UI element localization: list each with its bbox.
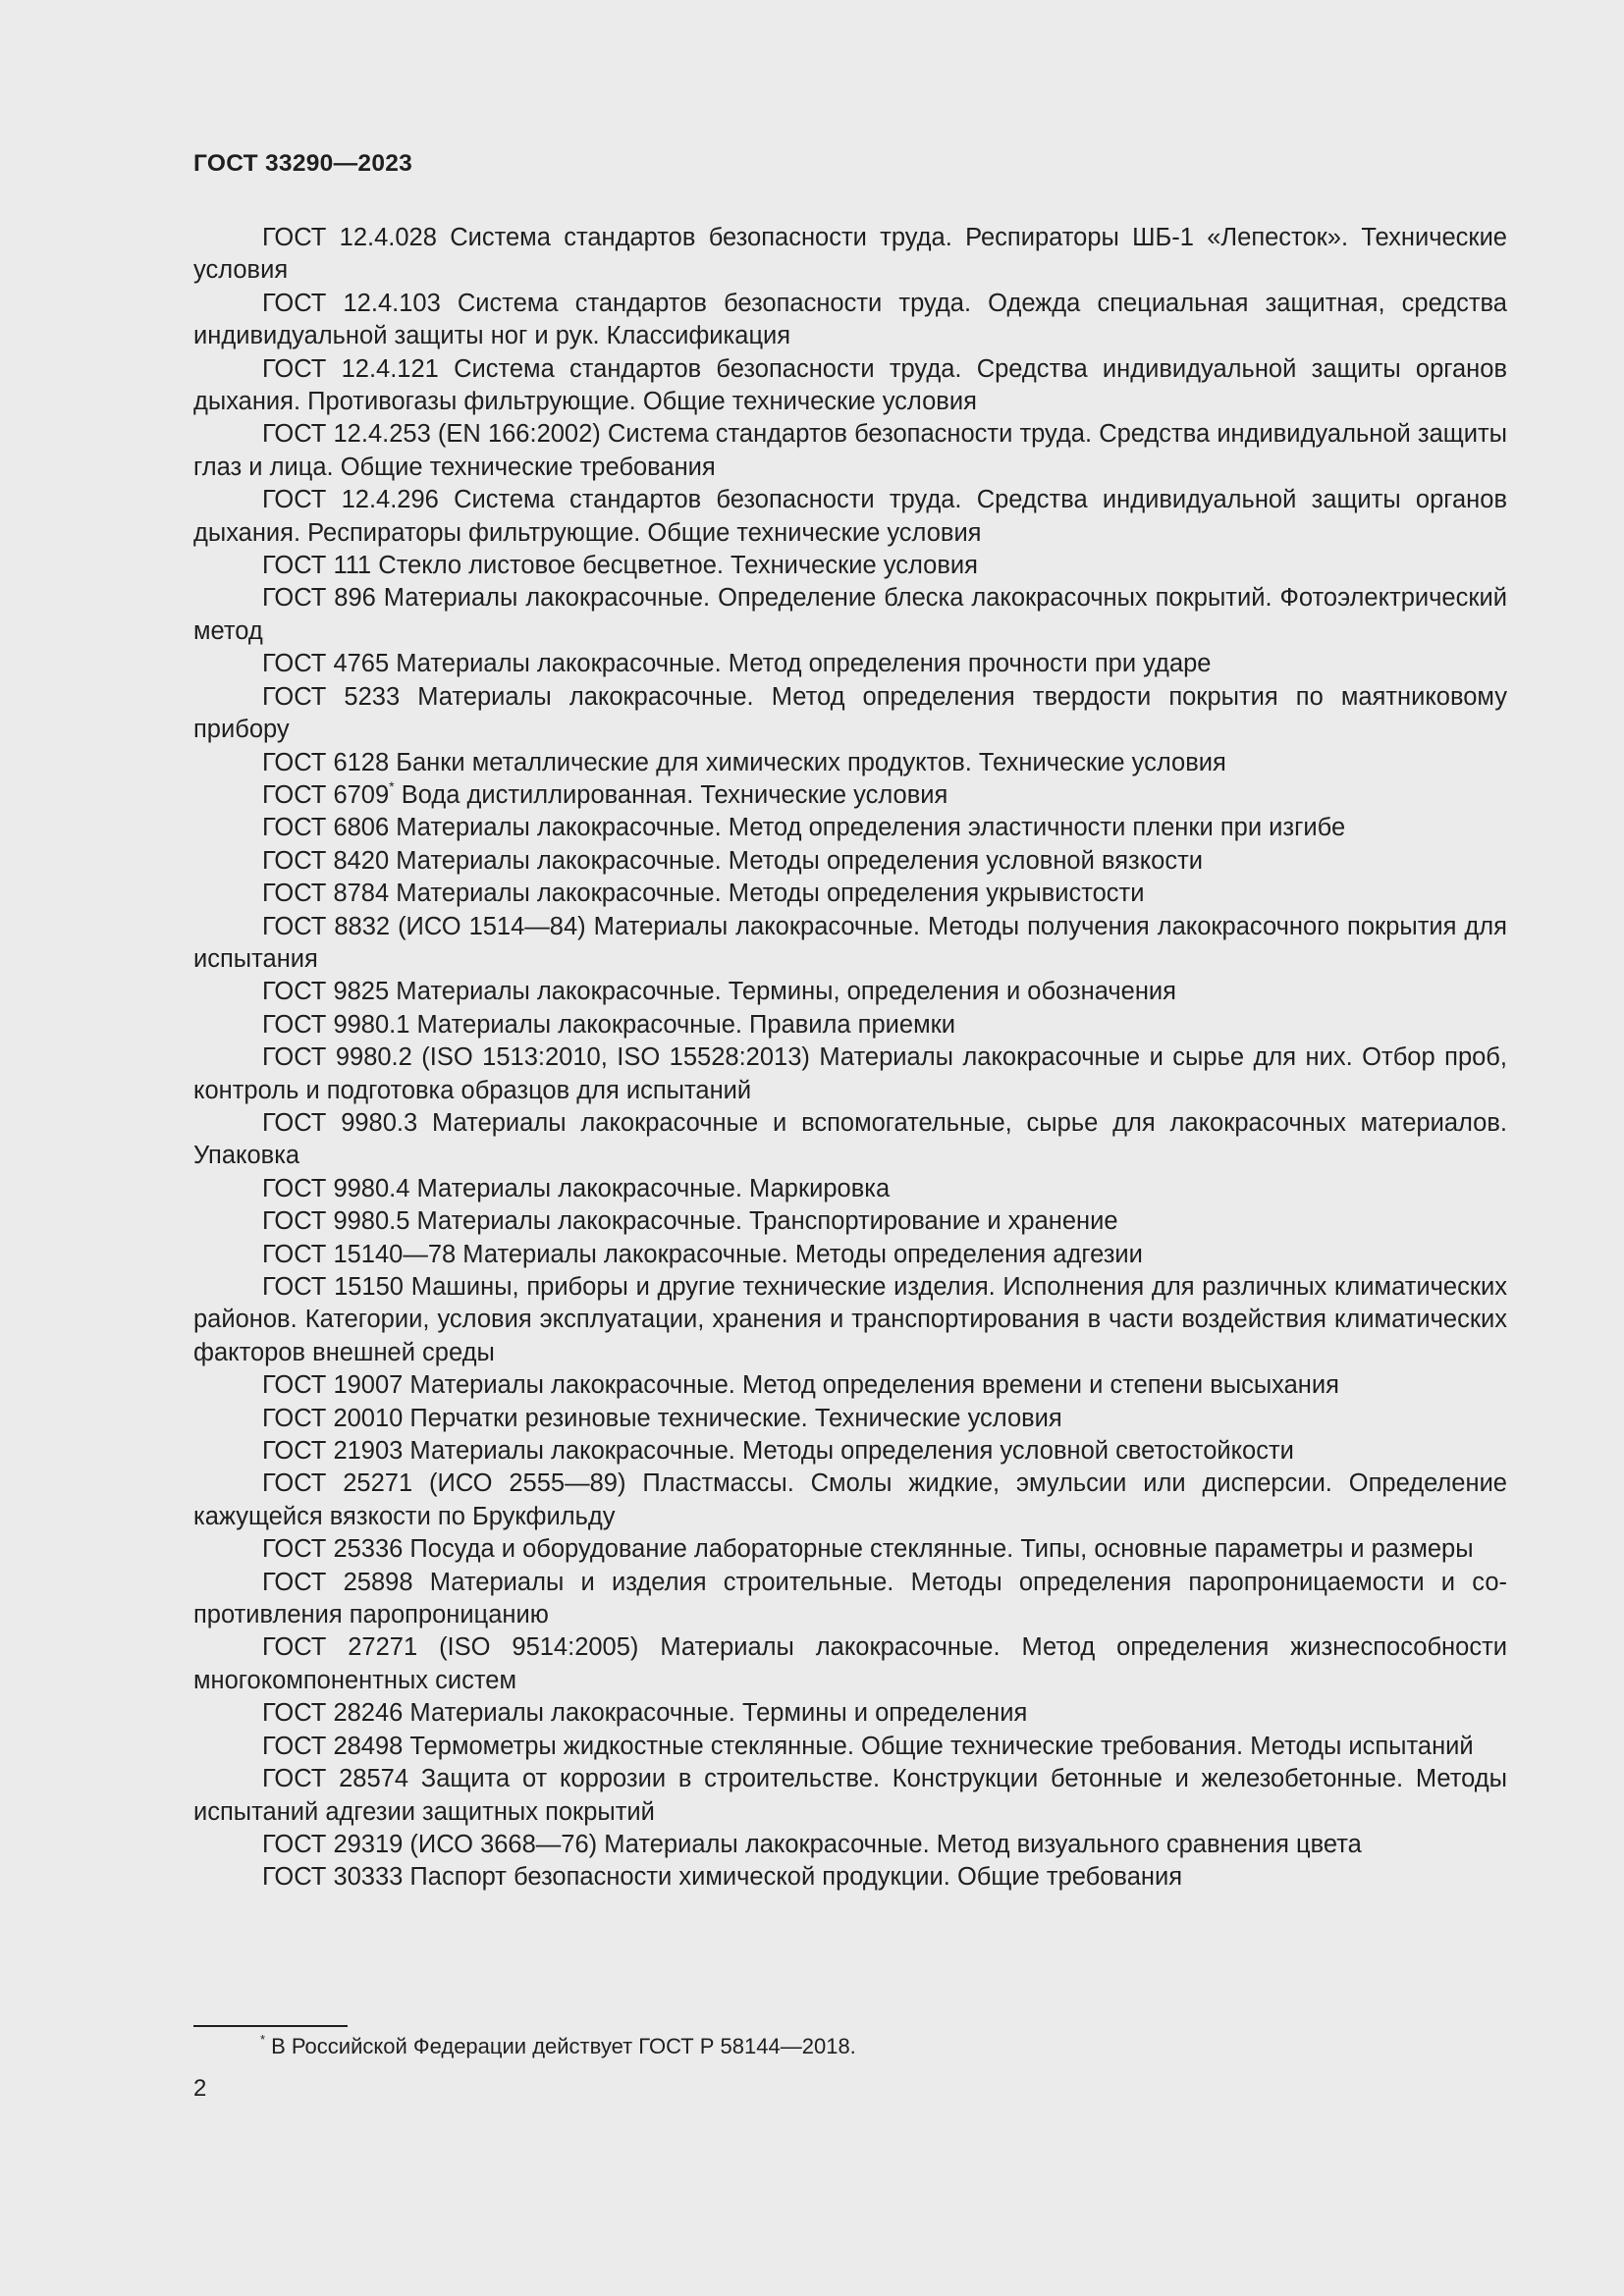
- reference-item: ГОСТ 25898 Материалы и изделия строительные. Методы определения паропроницаемости и сопротивления паропроницанию: [193, 1568, 1507, 1629]
- reference-item: ГОСТ 12.4.103 Система стандартов безопасности труда. Одежда специальная защитная, средства индивидуальной защиты ног и рук. Классификация: [193, 289, 1507, 350]
- reference-item: ГОСТ 12.4.121 Система стандартов безопасности труда. Средства индивидуальной защиты органов дыхания. Противогазы фильтрующие. Общие технические условия: [193, 354, 1507, 416]
- reference-item: ГОСТ 8420 Материалы лакокрасочные. Методы определения условной вязкости: [262, 846, 1204, 875]
- reference-item: ГОСТ 28574 Защита от коррозии в строительстве. Конструкции бетонные и железобетонные. Методы испытаний адгезии защитных покрытий: [193, 1765, 1507, 1826]
- reference-item: ГОСТ 15140—78 Материалы лакокрасочные. Методы определения адгезии: [262, 1240, 1143, 1268]
- reference-item: ГОСТ 30333 Паспорт безопасности химической продукции. Общие требования: [262, 1863, 1183, 1892]
- reference-item: ГОСТ 9980.3 Материалы лакокрасочные и вспомогательные, сырье для лакокрасочных материалов. Упаковка: [193, 1108, 1507, 1170]
- reference-item: ГОСТ 21903 Материалы лакокрасочные. Методы определения условной светостойкости: [262, 1437, 1294, 1466]
- reference-item: ГОСТ 25336 Посуда и оборудование лабораторные стеклянные. Типы, основные параметры и размеры: [262, 1535, 1474, 1564]
- footnote: [260, 2032, 856, 2061]
- reference-item: ГОСТ 111 Стекло листовое бесцветное. Технические условия: [262, 552, 978, 580]
- reference-item: ГОСТ 5233 Материалы лакокрасочные. Метод определения твердости покрытия по маятниковому прибору: [193, 682, 1507, 744]
- reference-item: ГОСТ 9980.1 Материалы лакокрасочные. Правила приемки: [262, 1010, 956, 1039]
- reference-item: ГОСТ 6806 Материалы лакокрасочные. Метод определения эластичности пленки при изгибе: [262, 814, 1346, 842]
- reference-item: ГОСТ 15150 Машины, приборы и другие технические изделия. Исполнения для различных климатических районов. Категории, условия эксплуатации, хранения и транспортирования в части воздействия климатических факторов внешней среды: [193, 1273, 1507, 1366]
- reference-item: ГОСТ 20010 Перчатки резиновые технические. Технические условия: [262, 1404, 1062, 1432]
- reference-item: ГОСТ 4765 Материалы лакокрасочные. Метод определения прочности при ударе: [262, 650, 1212, 678]
- reference-item: ГОСТ 9980.4 Материалы лакокрасочные. Маркировка: [262, 1174, 891, 1202]
- reference-item: ГОСТ 27271 (ISO 9514:2005) Материалы лакокрасочные. Метод определения жизнеспособности многокомпонентных систем: [193, 1633, 1507, 1694]
- footnote-reference-marker: *: [389, 777, 395, 794]
- reference-item: ГОСТ 19007 Материалы лакокрасочные. Метод определения времени и степени высыхания: [262, 1371, 1339, 1400]
- reference-item: ГОСТ 28498 Термометры жидкостные стеклянные. Общие технические требования. Методы испытаний: [262, 1732, 1474, 1760]
- reference-item: ГОСТ 9980.2 (ISO 1513:2010, ISO 15528:2013) Материалы лакокрасочные и сырье для них. Отбор проб, контроль и подготовка образцов для испытаний: [193, 1043, 1507, 1104]
- reference-item: ГОСТ 8784 Материалы лакокрасочные. Методы определения укрывистости: [262, 880, 1145, 908]
- reference-title: Вода дистиллированная. Технические условия: [394, 780, 948, 809]
- reference-item: ГОСТ 896 Материалы лакокрасочные. Определение блеска лакокрасочных покрытий. Фотоэлектрический метод: [193, 584, 1507, 645]
- reference-item: ГОСТ 28246 Материалы лакокрасочные. Термины и определения: [262, 1699, 1028, 1728]
- reference-item: ГОСТ 8832 (ИСО 1514—84) Материалы лакокрасочные. Методы получения лакокрасочного покрытия для испытания: [193, 912, 1507, 973]
- reference-item: ГОСТ 9980.5 Материалы лакокрасочные. Транспортирование и хранение: [262, 1207, 1118, 1236]
- footnote-divider: [193, 2025, 348, 2027]
- reference-item: ГОСТ 6128 Банки металлические для химических продуктов. Технические условия: [262, 748, 1226, 776]
- normative-references-list: [193, 222, 1507, 1895]
- reference-item: ГОСТ 9825 Материалы лакокрасочные. Термины, определения и обозначения: [262, 978, 1176, 1006]
- reference-item: ГОСТ 12.4.253 (EN 166:2002) Система стандартов безопасности труда. Средства индивидуальной защиты глаз и лица. Общие технические требования: [193, 420, 1507, 481]
- footnote-marker: *: [260, 2032, 266, 2047]
- page-number: 2: [193, 2075, 207, 2102]
- reference-item: ГОСТ 25271 (ИСО 2555—89) Пластмассы. Смолы жидкие, эмульсии или дисперсии. Определение кажущейся вязкости по Брукфильду: [193, 1469, 1507, 1530]
- reference-item: ГОСТ 12.4.296 Система стандартов безопасности труда. Средства индивидуальной защиты органов дыхания. Респираторы фильтрующие. Общие технические условия: [193, 486, 1507, 547]
- footnote-text: В Российской Федерации действует ГОСТ Р 58144—2018.: [271, 2034, 856, 2058]
- reference-item: ГОСТ 12.4.028 Система стандартов безопасности труда. Респираторы ШБ-1 «Лепесток». Технические условия: [193, 224, 1507, 285]
- reference-item: [193, 779, 1507, 812]
- reference-code: ГОСТ 6709: [262, 780, 390, 809]
- document-header: ГОСТ 33290—2023: [193, 150, 413, 177]
- reference-item: ГОСТ 29319 (ИСО 3668—76) Материалы лакокрасочные. Метод визуального сравнения цвета: [262, 1830, 1362, 1858]
